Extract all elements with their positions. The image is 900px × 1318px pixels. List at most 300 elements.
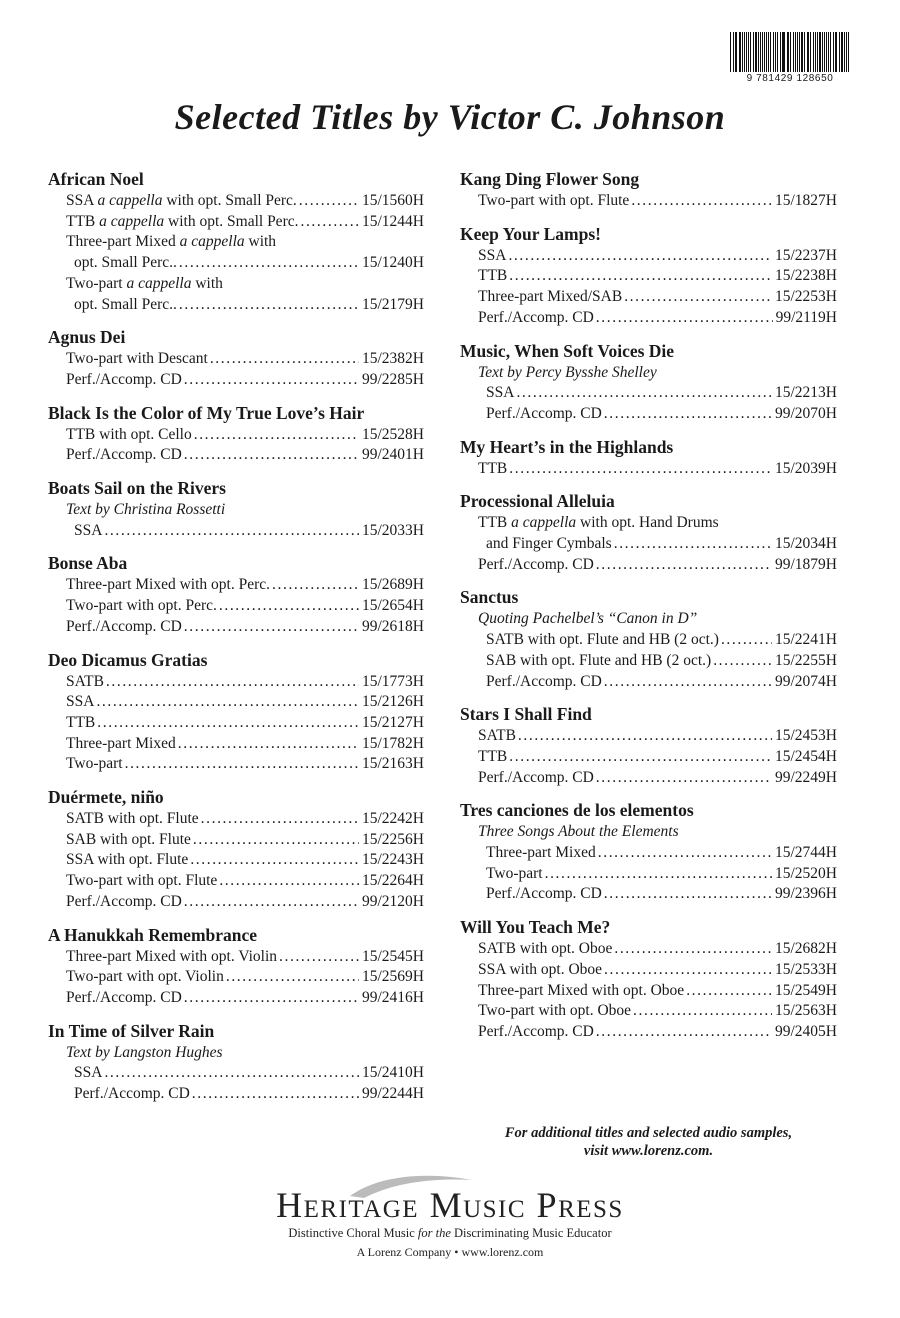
entry-title: Deo Dicamus Gratias [48, 649, 208, 670]
dot-leader [201, 809, 359, 830]
dot-leader [178, 734, 359, 755]
edition-line [48, 212, 424, 233]
entry-title: Tres canciones de los elementos [460, 800, 694, 821]
barcode-bar [836, 32, 837, 72]
edition-label: and Finger Cymbals [486, 535, 612, 553]
dot-leader [184, 617, 359, 638]
edition-label: SATB with opt. Flute and HB (2 oct.) [486, 631, 719, 649]
edition-line [48, 617, 424, 638]
edition-line [460, 822, 837, 843]
barcode-bar [848, 32, 849, 72]
dot-leader [596, 1022, 772, 1043]
edition-line [48, 1063, 424, 1084]
product-code: 99/2244H [362, 1085, 424, 1103]
product-code: 15/2163H [362, 755, 424, 773]
edition-line [460, 246, 837, 267]
title-entry [460, 703, 837, 788]
product-code: 15/2126H [362, 693, 424, 711]
edition-label: Perf./Accomp. CD [486, 672, 602, 690]
title-entry [48, 1020, 424, 1105]
edition-line [48, 575, 424, 596]
title-entry [460, 799, 837, 905]
product-code: 15/2545H [362, 947, 424, 965]
edition-line [460, 747, 837, 768]
product-code: 15/2243H [362, 851, 424, 869]
edition-line [460, 843, 837, 864]
edition-label: Text by Percy Bysshe Shelley [478, 363, 657, 381]
product-code: 15/2682H [775, 940, 837, 958]
barcode-bar [793, 32, 794, 72]
barcode-bar [742, 32, 743, 72]
dot-leader [125, 754, 359, 775]
edition-line [460, 404, 837, 425]
dot-leader [545, 864, 772, 885]
title-entry [48, 786, 424, 913]
edition-line [460, 191, 837, 212]
dot-leader [226, 967, 359, 988]
edition-label: Quoting Pachelbel’s “Canon in D” [478, 610, 698, 628]
dot-leader [184, 892, 359, 913]
barcode-bar [826, 32, 827, 72]
edition-label: SSA [74, 1064, 103, 1082]
edition-line [48, 754, 424, 775]
entry-title: Music, When Soft Voices Die [460, 340, 675, 361]
product-code: 15/1240H [362, 254, 424, 272]
dot-leader [713, 651, 772, 672]
product-code: 15/2689H [362, 576, 424, 594]
barcode-bar [790, 32, 791, 72]
edition-line [460, 768, 837, 789]
barcode-bar [735, 32, 736, 72]
title-entry [48, 552, 424, 637]
edition-line [460, 1001, 837, 1022]
edition-label: SATB with opt. Flute [66, 810, 199, 828]
barcode-bar [807, 32, 808, 72]
barcode-bar [760, 32, 761, 72]
edition-line [48, 274, 424, 295]
product-code: 15/2179H [362, 295, 424, 313]
product-code: 15/2528H [362, 425, 424, 443]
footer-note-line-1: For additional titles and selected audio samples, [504, 1125, 793, 1141]
dot-leader [104, 521, 359, 542]
barcode-bar [766, 32, 767, 72]
barcode-bar [841, 32, 843, 72]
edition-line [48, 692, 424, 713]
dot-leader [596, 555, 772, 576]
product-code: 15/2237H [775, 246, 837, 264]
title-entry [460, 168, 837, 212]
product-code: 15/2255H [775, 651, 837, 669]
barcode-bar [768, 32, 769, 72]
barcode-bar [830, 32, 831, 72]
entry-title: African Noel [48, 169, 144, 189]
edition-label: Three-part Mixed with opt. Perc. [66, 576, 271, 594]
edition-line [460, 266, 837, 287]
edition-line [48, 445, 424, 466]
title-entry [48, 402, 424, 466]
dot-leader [509, 266, 772, 287]
dot-leader [299, 191, 359, 212]
edition-label: Two-part with opt. Perc. [66, 597, 217, 615]
product-code: 15/1782H [362, 734, 424, 752]
product-code: 15/2034H [775, 535, 837, 553]
barcode-bar [799, 32, 800, 72]
product-code: 15/2654H [362, 597, 424, 615]
entry-title: Keep Your Lamps! [460, 223, 601, 244]
product-code: 15/1827H [775, 192, 837, 209]
edition-label: Text by Langston Hughes [66, 1043, 223, 1061]
entry-title: My Heart’s in the Highlands [460, 436, 674, 457]
edition-label: Two-part with opt. Violin [66, 968, 224, 986]
edition-line [48, 596, 424, 617]
edition-label: Text by Christina Rossetti [66, 501, 226, 519]
publisher-tagline: Distinctive Choral Music for the Discriminating Music Educator [288, 1226, 612, 1240]
edition-line [48, 370, 424, 391]
product-code: 99/2416H [362, 988, 424, 1006]
edition-label: Perf./Accomp. CD [478, 768, 594, 786]
edition-line [48, 871, 424, 892]
barcode-bar [733, 32, 734, 72]
title-entry [460, 340, 837, 425]
entry-title: Duérmete, niño [48, 787, 164, 808]
edition-line [460, 287, 837, 308]
entry-title: Stars I Shall Find [460, 704, 592, 725]
edition-line [460, 884, 837, 905]
edition-label: Three-part Mixed with opt. Violin [66, 947, 278, 965]
edition-line [48, 295, 424, 316]
entry-title: Will You Teach Me? [460, 917, 611, 938]
edition-line [48, 521, 424, 542]
edition-label: Perf./Accomp. CD [478, 1022, 594, 1040]
edition-label: Perf./Accomp. CD [66, 892, 182, 910]
edition-label: Two-part [66, 755, 123, 773]
edition-line [460, 609, 837, 630]
product-code: 99/1879H [775, 555, 837, 573]
edition-line [48, 809, 424, 830]
barcode-bar [744, 32, 745, 72]
edition-label: Perf./Accomp. CD [66, 446, 182, 464]
dot-leader [509, 747, 772, 768]
product-code: 15/2127H [362, 713, 424, 731]
product-code: 15/2382H [362, 350, 424, 368]
edition-label: SSA with opt. Oboe [478, 960, 603, 978]
edition-line [460, 459, 837, 480]
dot-leader [596, 768, 772, 789]
title-entry [48, 168, 424, 315]
edition-label: Perf./Accomp. CD [478, 308, 594, 326]
barcode-digits: 9 781429 128650 [746, 73, 834, 84]
edition-line [460, 308, 837, 329]
title-entry [460, 223, 837, 329]
edition-line [48, 672, 424, 693]
barcode-bar [753, 32, 754, 72]
footer-note [460, 1124, 837, 1160]
barcode-bars [730, 32, 850, 72]
barcode-bar [736, 32, 737, 72]
left-column [48, 168, 424, 1116]
dot-leader [179, 295, 359, 316]
product-code: 15/2549H [775, 981, 837, 999]
edition-label: Two-part with opt. Flute [66, 872, 218, 890]
dot-leader [96, 692, 359, 713]
dot-leader [604, 960, 772, 981]
edition-label: TTB a cappella with opt. Hand Drums [478, 514, 719, 532]
edition-line [48, 253, 424, 274]
dot-leader [614, 534, 772, 555]
edition-label: Perf./Accomp. CD [486, 404, 602, 422]
product-code: 15/2520H [775, 864, 837, 882]
edition-label: TTB [478, 267, 508, 285]
edition-label: Three-part Mixed/SAB [478, 288, 623, 306]
title-entry [48, 477, 424, 541]
edition-line [48, 1043, 424, 1064]
barcode-bar [795, 32, 796, 72]
edition-label: SAB with opt. Flute and HB (2 oct.) [486, 651, 712, 669]
barcode-bar [810, 32, 811, 72]
title-entry [48, 326, 424, 390]
edition-line [48, 850, 424, 871]
product-code: 99/2119H [775, 308, 837, 326]
edition-line [460, 960, 837, 981]
barcode-bar [844, 32, 845, 72]
dot-leader [219, 871, 359, 892]
edition-label: Perf./Accomp. CD [486, 885, 602, 903]
dot-leader [509, 459, 772, 480]
dot-leader [598, 843, 772, 864]
edition-label: opt. Small Perc.. [74, 254, 177, 272]
dot-leader [272, 575, 359, 596]
edition-label: TTB [478, 459, 508, 477]
edition-line [48, 500, 424, 521]
edition-label: opt. Small Perc.. [74, 295, 177, 313]
product-code: 15/2253H [775, 288, 837, 306]
dot-leader [179, 253, 359, 274]
edition-line [460, 383, 837, 404]
edition-line [460, 981, 837, 1002]
edition-label: SATB [478, 727, 516, 745]
product-code: 99/2401H [362, 446, 424, 464]
product-code: 15/2039H [775, 459, 837, 477]
product-code: 15/2241H [775, 631, 837, 649]
barcode-bar [833, 32, 834, 72]
entry-title: Agnus Dei [48, 327, 126, 348]
barcode-bar [780, 32, 781, 72]
product-code: 99/2618H [362, 617, 424, 635]
title-entry [460, 436, 837, 480]
barcode-bar [730, 32, 731, 72]
page-title: Selected Titles by Victor C. Johnson [174, 97, 726, 137]
edition-label: TTB [66, 713, 96, 731]
edition-label: Perf./Accomp. CD [66, 988, 182, 1006]
edition-label: TTB with opt. Cello [66, 425, 192, 443]
dot-leader [686, 981, 772, 1002]
entry-title: Sanctus [460, 587, 519, 608]
edition-label: SATB with opt. Oboe [478, 940, 613, 958]
title-entry [460, 490, 837, 575]
product-code: 15/2256H [362, 830, 424, 848]
dot-leader [192, 1084, 359, 1105]
barcode-bar [801, 32, 803, 72]
dot-leader [596, 308, 773, 329]
edition-line [460, 630, 837, 651]
barcode-bar [746, 32, 747, 72]
product-code: 15/2563H [775, 1002, 837, 1020]
barcode-bar [750, 32, 751, 72]
barcode-bar [777, 32, 779, 72]
product-code: 15/2744H [775, 844, 837, 862]
product-code: 99/2074H [775, 672, 837, 690]
dot-leader [184, 988, 359, 1009]
barcode-bar [824, 32, 825, 72]
edition-line [460, 534, 837, 555]
edition-label: SSA [478, 246, 507, 264]
edition-line [48, 191, 424, 212]
product-code: 15/1244H [362, 212, 424, 230]
edition-line [48, 892, 424, 913]
dot-leader [219, 596, 359, 617]
edition-label: Perf./Accomp. CD [478, 555, 594, 573]
dot-leader [279, 947, 359, 968]
product-code: 15/2410H [362, 1064, 424, 1082]
barcode-bar [808, 32, 809, 72]
product-code: 15/2533H [775, 960, 837, 978]
edition-line [48, 1084, 424, 1105]
barcode-bar [788, 32, 789, 72]
product-code: 15/2242H [362, 810, 424, 828]
barcode-bar [739, 32, 741, 72]
product-code: 15/2213H [775, 384, 837, 402]
edition-label: TTB [478, 747, 508, 765]
edition-label: TTB a cappella with opt. Small Perc. [66, 212, 299, 230]
barcode-bar [758, 32, 759, 72]
barcode-bar [815, 32, 816, 72]
product-code: 15/1560H [362, 192, 424, 209]
dot-leader [184, 370, 359, 391]
dot-leader [604, 884, 772, 905]
barcode-bar [839, 32, 840, 72]
footer-note-line-2: visit www.lorenz.com. [583, 1143, 714, 1159]
edition-label: Two-part with opt. Oboe [478, 1002, 632, 1020]
edition-line [460, 513, 837, 534]
barcode-bar [762, 32, 763, 72]
product-code: 15/2569H [362, 968, 424, 986]
dot-leader [624, 287, 772, 308]
edition-line [460, 555, 837, 576]
edition-line [48, 988, 424, 1009]
edition-line [460, 726, 837, 747]
dot-leader [604, 672, 772, 693]
entry-title: Boats Sail on the Rivers [48, 478, 226, 499]
barcode-bar [773, 32, 774, 72]
edition-label: SSA [66, 693, 95, 711]
barcode-bar [835, 32, 836, 72]
edition-label: Two-part with opt. Flute [478, 192, 630, 209]
edition-label: Three-part Mixed [486, 844, 596, 862]
edition-line [48, 947, 424, 968]
barcode-bar [782, 32, 783, 72]
barcode-bar [813, 32, 814, 72]
edition-label: Three Songs About the Elements [478, 823, 679, 841]
entry-title: Processional Alleluia [460, 491, 615, 512]
edition-line [48, 830, 424, 851]
dot-leader [104, 1063, 359, 1084]
edition-label: Three-part Mixed [66, 734, 176, 752]
edition-label: SAB with opt. Flute [66, 830, 191, 848]
dot-leader [633, 1001, 772, 1022]
product-code: 99/2396H [775, 885, 837, 903]
edition-label: Perf./Accomp. CD [66, 617, 182, 635]
edition-label: SATB [66, 672, 104, 690]
entry-title: Kang Ding Flower Song [460, 169, 640, 189]
barcode-bar [846, 32, 847, 72]
product-code: 15/2454H [775, 747, 837, 765]
barcode-bar [748, 32, 749, 72]
dot-leader [184, 445, 359, 466]
edition-line [460, 363, 837, 384]
edition-label: SSA [486, 384, 515, 402]
title-entry [48, 924, 424, 1009]
product-code: 99/2120H [362, 892, 424, 910]
entry-title: Bonse Aba [48, 553, 128, 574]
product-code: 99/2070H [775, 404, 837, 422]
barcode-bar [770, 32, 771, 72]
edition-label: Three-part Mixed a cappella with [66, 233, 277, 251]
edition-line [48, 232, 424, 253]
barcode-bar [783, 32, 784, 72]
edition-line [48, 967, 424, 988]
dot-leader [508, 246, 772, 267]
barcode-bar [819, 32, 821, 72]
dot-leader [516, 383, 772, 404]
publisher-name: Heritage Music Press [276, 1185, 624, 1225]
dot-leader [300, 212, 359, 233]
edition-label: Two-part a cappella with [66, 274, 223, 292]
edition-line [460, 651, 837, 672]
publisher-company: A Lorenz Company • www.lorenz.com [356, 1245, 544, 1259]
dot-leader [194, 425, 359, 446]
dot-leader [210, 349, 359, 370]
edition-label: SSA [74, 521, 103, 539]
product-code: 15/2453H [775, 727, 837, 745]
product-code: 15/2264H [362, 872, 424, 890]
title-entry [460, 916, 837, 1043]
edition-line [48, 349, 424, 370]
title-entry [48, 649, 424, 776]
entry-title: A Hanukkah Remembrance [48, 924, 258, 945]
product-code: 99/2249H [775, 768, 837, 786]
barcode-bar [828, 32, 829, 72]
dot-leader [106, 672, 359, 693]
entry-title: In Time of Silver Rain [48, 1020, 215, 1041]
edition-line [48, 734, 424, 755]
dot-leader [631, 191, 772, 212]
product-code: 15/2033H [362, 521, 424, 539]
edition-line [460, 672, 837, 693]
edition-label: Perf./Accomp. CD [66, 370, 182, 388]
dot-leader [604, 404, 772, 425]
dot-leader [97, 713, 359, 734]
product-code: 15/2238H [775, 267, 837, 285]
edition-label: Three-part Mixed with opt. Oboe [478, 981, 685, 999]
dot-leader [614, 939, 772, 960]
edition-line [48, 713, 424, 734]
dot-leader [193, 830, 359, 851]
edition-label: SSA a cappella with opt. Small Perc. [66, 192, 297, 209]
dot-leader [518, 726, 772, 747]
barcode [730, 32, 850, 84]
entry-title: Black Is the Color of My True Love’s Hair [48, 402, 365, 423]
barcode-bar [787, 32, 788, 72]
